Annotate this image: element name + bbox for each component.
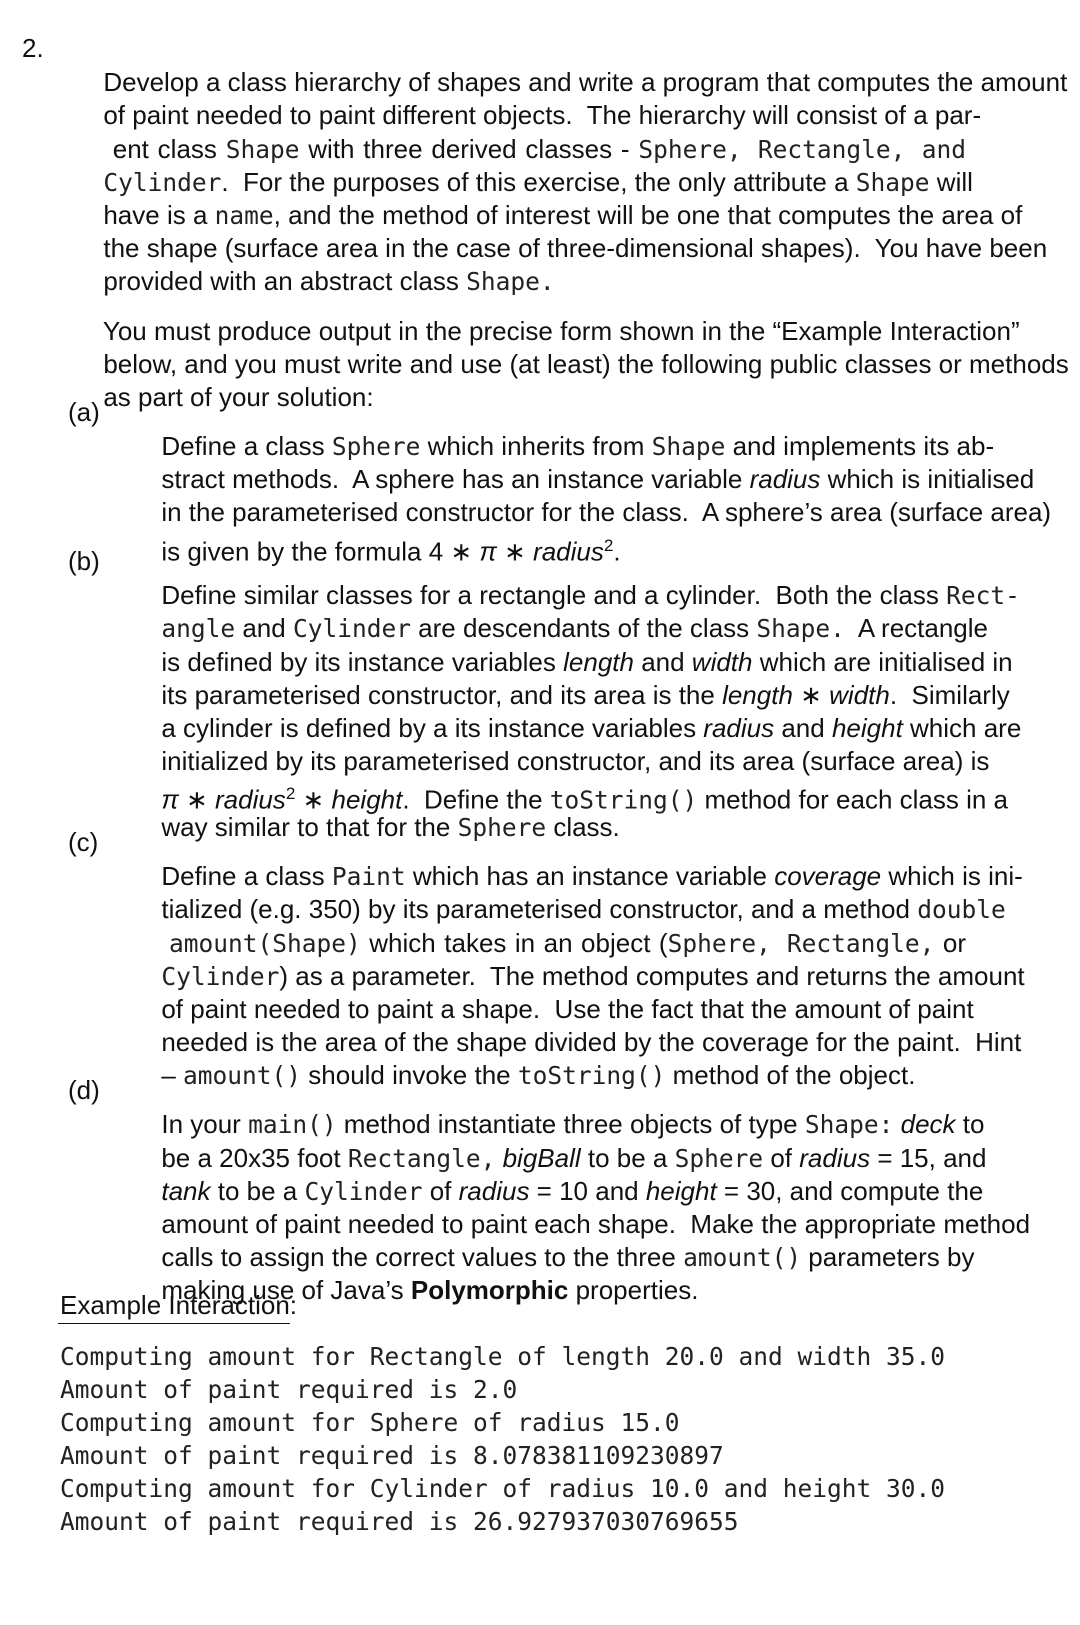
intro-line: Cylinder. For the purposes of this exercise, the only attribute a Shape will (103, 167, 973, 197)
polymorphic-emphasis: Polymorphic (410, 1275, 569, 1305)
part-line: of paint needed to paint a shape. Use the fact that the amount of paint (161, 994, 974, 1024)
code-cylinder: Cylinder (103, 168, 222, 197)
intro-line: ent class Shape with three derived classes - Sphere, Rectangle, and (112, 134, 966, 164)
part-line: tank to be a Cylinder of radius = 10 and height = 30, and compute the (161, 1176, 984, 1206)
part-line: be a 20x35 foot Rectangle, bigBall to be a Sphere of radius = 15, and (161, 1143, 987, 1173)
part-label: (d) (68, 1075, 100, 1105)
part-line: angle and Cylinder are descendants of the class Shape. A rectangle (161, 613, 989, 643)
heading-underline (58, 1323, 290, 1324)
output-line: Amount of paint required is 2.0 (60, 1375, 518, 1404)
part-line: making use of Java’s Polymorphic properties. (161, 1275, 699, 1305)
part-line: stract methods. A sphere has an instance variable radius which is initialised (161, 464, 1035, 494)
output-line: Amount of paint required is 8.078381109230897 (60, 1441, 724, 1470)
part-label: (c) (68, 827, 99, 857)
output-line: Amount of paint required is 26.927937030769655 (60, 1507, 739, 1536)
output-line: Computing amount for Rectangle of length 20.0 and width 35.0 (60, 1342, 946, 1371)
requirement-line: as part of your solution: (103, 382, 374, 412)
intro-line: provided with an abstract class Shape. (103, 266, 555, 296)
requirement-line: You must produce output in the precise form shown in the “Example Interaction” (102, 316, 1020, 346)
part-line: Cylinder) as a parameter. The method computes and returns the amount (161, 961, 1025, 991)
part-line: tialized (e.g. 350) by its parameterised constructor, and a method double (161, 894, 1006, 924)
part-line: is defined by its instance variables length and width which are initialised in (161, 647, 1013, 677)
code-shape: Shape. (466, 267, 555, 296)
intro-line: have is a name, and the method of interest will be one that computes the area of (103, 200, 1023, 230)
example-heading: Example Interaction: (60, 1290, 298, 1320)
part-line: is given by the formula 4 ∗ π ∗ radius$^2$. (161, 536, 621, 567)
part-line: its parameterised constructor, and its area is the length ∗ width. Similarly (161, 680, 1010, 710)
part-line: – amount() should invoke the toString() method of the object. (161, 1060, 916, 1090)
intro-line: the shape (surface area in the case of three-dimensional shapes). You have been (103, 233, 1048, 263)
part-line: π ∗ radius$^2$ ∗ height. Define the toString() method for each class in a (161, 784, 1009, 815)
question-number: 2. (22, 33, 44, 63)
intro-line: Develop a class hierarchy of shapes and write a program that computes the amount (103, 67, 1068, 97)
part-line: In your main() method instantiate three objects of type Shape: deck to (161, 1109, 985, 1139)
part-label: (a) (68, 397, 100, 427)
part-line: calls to assign the correct values to the three amount() parameters by (161, 1242, 975, 1272)
output-line: Computing amount for Sphere of radius 15.0 (60, 1408, 680, 1437)
part-line: in the parameterised constructor for the class. A sphere’s area (surface area) (161, 497, 1052, 527)
code-name: name (214, 201, 274, 230)
output-line: Computing amount for Cylinder of radius 10.0 and height 30.0 (60, 1474, 946, 1503)
part-line: initialized by its parameterised constructor, and its area (surface area) is (161, 746, 990, 776)
part-line: needed is the area of the shape divided by the coverage for the paint. Hint (161, 1027, 1022, 1057)
part-line: amount of paint needed to paint each shape. Make the appropriate method (161, 1209, 1031, 1239)
code-derived-classes: Sphere, Rectangle, and (638, 135, 966, 164)
code-shape: Shape (225, 135, 300, 164)
part-line: Define a class Sphere which inherits from Shape and implements its ab- (161, 431, 995, 461)
formula: π ∗ radius (161, 784, 286, 815)
formula: π ∗ radius (479, 536, 604, 567)
part-line: amount(Shape) which takes in an object (Sphere, Rectangle, or (169, 928, 967, 958)
part-line: Define a class Paint which has an instance variable coverage which is ini- (161, 861, 1023, 891)
intro-line: of paint needed to paint different objects. The hierarchy will consist of a par- (103, 100, 982, 130)
requirement-line: below, and you must write and use (at least) the following public classes or methods (103, 349, 1069, 379)
part-line: a cylinder is defined by a its instance variables radius and height which are (161, 713, 1022, 743)
part-line: Define similar classes for a rectangle and a cylinder. Both the class Rect- (161, 580, 1020, 610)
part-line: way similar to that for the Sphere class. (161, 812, 620, 842)
part-label: (b) (68, 546, 100, 576)
code-shape: Shape (855, 168, 930, 197)
